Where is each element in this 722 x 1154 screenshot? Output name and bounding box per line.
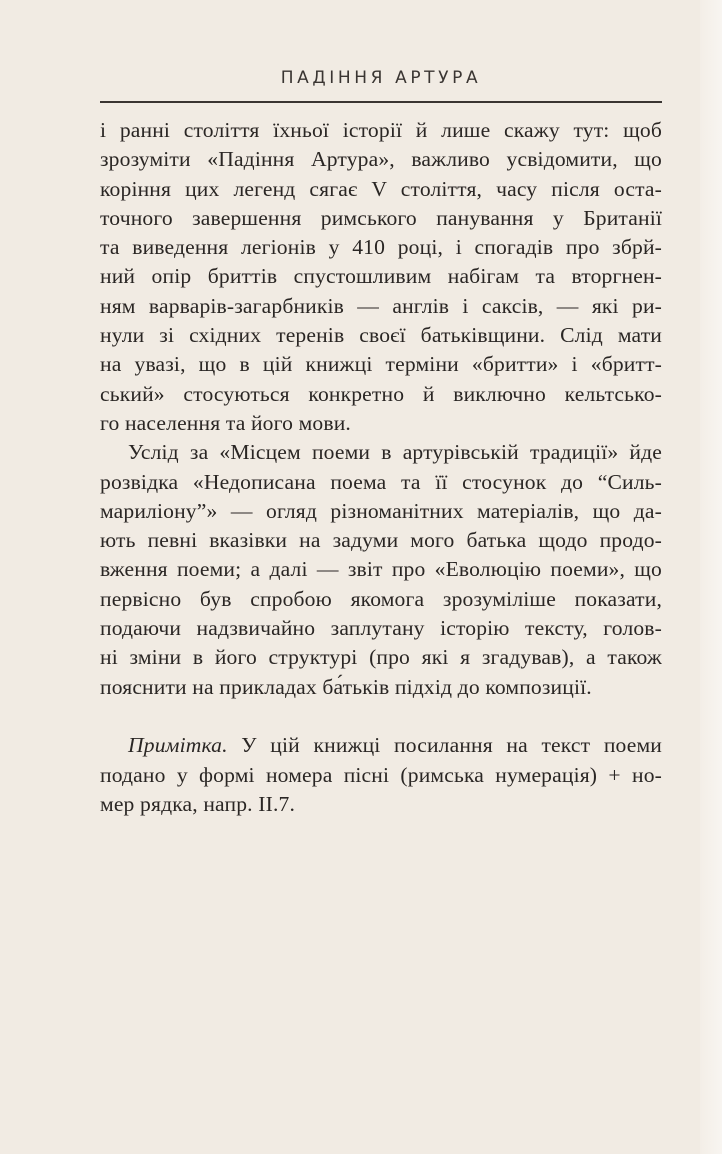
text-line: первісно був спробою якомога зрозуміліше показати, [100, 586, 662, 611]
text-line: ють певні вказівки на задуми мого батька щодо продо- [100, 528, 662, 553]
text-line: зрозуміти «Падіння Артура», важливо усвідомити, що [100, 147, 662, 172]
note-paragraph [100, 731, 662, 819]
page-edge [700, 0, 722, 1154]
header-rule [100, 101, 662, 103]
text-line: Услід за «Місцем поеми в артурівській традиції» йде [128, 440, 662, 465]
text-line: подаючи надзвичайно заплутану історію тексту, голов- [100, 616, 662, 641]
text-line: на увазі, що в цій книжці терміни «бритти» і «бритт- [100, 352, 662, 377]
text-line: і ранні століття їхньої історії й лише скажу тут: щоб [100, 118, 662, 142]
text-line: подано у формі номера пісні (римська нумерація) + но- [100, 762, 662, 787]
text-line: ням варварів-загарбників — англів і саксів, — які ри- [100, 293, 662, 318]
text-line: мер рядка, напр. II.7. [100, 791, 295, 816]
text-line: розвідка «Недописана поема та її стосунок до “Силь- [100, 469, 662, 494]
paragraph-1 [100, 116, 662, 438]
body-text [100, 116, 662, 819]
text-line: ні зміни в його структурі (про які я згадував), а також [100, 645, 662, 670]
text-line [100, 731, 662, 760]
text-line: мариліону”» — огляд різноманітних матеріалів, що да- [100, 498, 662, 523]
paragraph-gap [100, 702, 662, 731]
running-head-title: ПАДІННЯ АРТУРА [280, 68, 482, 88]
text-line: ський» стосуються конкретно й виключно кельтсько- [100, 381, 662, 406]
text-line: та виведення легіонів у 410 році, і спогадів про збрй- [100, 235, 662, 260]
text-line: вження поеми; а далі — звіт про «Еволюцію поеми», що [100, 557, 662, 582]
text-line: нули зі східних теренів своєї батьківщини. Слід мати [100, 323, 662, 348]
paragraph-2 [100, 438, 662, 702]
text-line: го населення та його мови. [100, 410, 351, 435]
text-line: ний опір бриттів спустошливим набігам та вторгнен- [100, 264, 662, 289]
note-label: Примітка. [128, 733, 228, 758]
note-text: У цій книжці посилання на текст поеми [227, 733, 662, 758]
text-line: пояснити на прикладах ба́тьків підхід до композиції. [100, 674, 592, 699]
text-line: коріння цих легенд сягає V століття, часу після оста- [100, 176, 662, 201]
text-line: точного завершення римського панування у Британії [100, 205, 662, 230]
